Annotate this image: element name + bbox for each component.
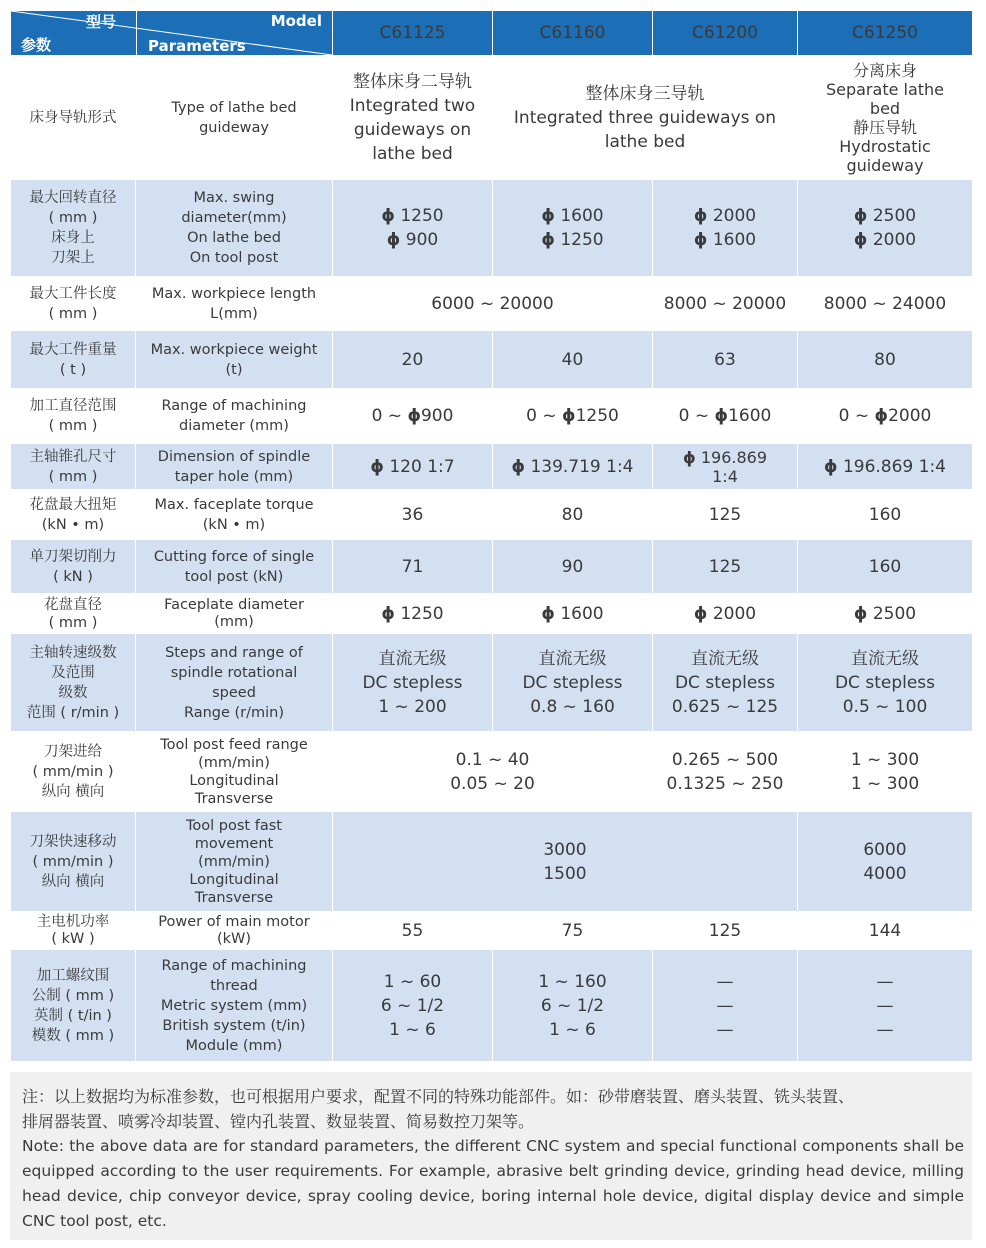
phi-symbol: ϕ xyxy=(541,230,555,250)
text-line: 整体床身二导轨 xyxy=(353,71,472,92)
text-line: 刀架上 xyxy=(51,250,95,266)
text-line: DC stepless xyxy=(834,672,936,693)
value-c61160 xyxy=(493,180,653,277)
model-zh-label: 型号 xyxy=(86,13,117,31)
value-c61250: 160 xyxy=(798,490,973,540)
value-c61160 xyxy=(493,950,653,1062)
value: 900 xyxy=(420,406,454,426)
text-line: 加工螺纹围 xyxy=(36,967,110,984)
value-c61200: 8000 ~ 20000 xyxy=(653,277,798,331)
text-line: bed xyxy=(869,98,901,118)
value: 0.5 ~ 100 xyxy=(842,696,928,717)
text-line: 整体床身三导轨 xyxy=(585,83,705,104)
param-zh xyxy=(11,389,136,444)
value-prefix: 0 ~ xyxy=(371,406,408,426)
value-c61250 xyxy=(798,732,973,812)
text-line: 主轴锥孔尺寸 xyxy=(29,448,117,465)
value-c61160: 75 xyxy=(493,912,653,950)
phi-symbol: ϕ xyxy=(370,456,384,477)
value-c61125 xyxy=(333,594,493,634)
text-line: Max. workpiece weight xyxy=(150,341,318,358)
row-machining-diameter xyxy=(11,389,973,444)
value: 6 ~ 1/2 xyxy=(540,995,605,1016)
text-line: Max. faceplate torque xyxy=(154,496,314,513)
text-line: ( mm/min ) xyxy=(32,763,114,780)
phi-symbol: ϕ xyxy=(407,406,421,426)
value: 3000 xyxy=(543,839,587,860)
value-c61125: 20 xyxy=(333,331,493,389)
text-line: 纵向 横向 xyxy=(41,783,105,800)
text-line: Max. swing xyxy=(193,190,275,206)
param-zh xyxy=(11,277,136,331)
text-line: Module (mm) xyxy=(185,1037,283,1054)
phi-symbol: ϕ xyxy=(562,406,576,426)
value: 0.05 ~ 20 xyxy=(450,773,535,794)
spec-sheet xyxy=(10,10,972,1230)
text-line: 范围 ( r/min ) xyxy=(26,704,120,721)
text-line: 模数 ( mm ) xyxy=(31,1027,115,1044)
param-zh xyxy=(11,56,136,180)
text-line: 纵向 横向 xyxy=(41,873,105,890)
value-c61160 xyxy=(493,389,653,444)
value: 120 1:7 xyxy=(389,456,455,477)
text-line: (kN • m) xyxy=(41,516,105,533)
text-line: diameter (mm) xyxy=(179,418,289,434)
text-line: taper hole (mm) xyxy=(174,468,294,485)
row-main-motor-power xyxy=(11,912,973,950)
value-c61200 xyxy=(653,180,798,277)
text-line: 刀架进给 xyxy=(44,743,102,760)
value-c61125: 71 xyxy=(333,540,493,594)
row-tool-feed xyxy=(11,732,973,812)
phi-symbol: ϕ xyxy=(511,456,526,477)
text-line: 花盘直径 xyxy=(44,596,102,613)
value-c61125 xyxy=(333,180,493,277)
text-line: diameter(mm) xyxy=(181,210,287,226)
row-length xyxy=(11,277,973,331)
param-zh xyxy=(11,634,136,732)
value-c61125-c61160: 6000 ~ 20000 xyxy=(333,277,653,331)
text-line: 主轴转速级数 xyxy=(29,644,117,661)
param-en xyxy=(136,277,333,331)
text-line: 直流无级 xyxy=(378,648,447,669)
param-zh xyxy=(11,444,136,490)
text-line: (t) xyxy=(225,361,243,378)
phi-symbol: ϕ xyxy=(682,447,696,467)
text-line: 最大回转直径 xyxy=(29,190,117,206)
note-en: Note: the above data are for standard parameters, the different CNC system and special functional components shall be equipped according to the user requirements. For example, abrasive belt grinding device, grinding head device, milling head device, chip conveyor device, spray cooling device, boring internal hole device, digital display device and simple CNC tool post, etc. xyxy=(22,1137,964,1230)
param-zh-label: 参数 xyxy=(21,36,52,54)
value-c61160: 40 xyxy=(493,331,653,389)
phi-symbol: ϕ xyxy=(693,206,708,226)
phi-symbol: ϕ xyxy=(853,206,868,226)
value-c61160-c61200 xyxy=(493,56,798,180)
param-zh xyxy=(11,594,136,634)
value: 1:4 xyxy=(712,466,738,486)
value-c61250 xyxy=(798,389,973,444)
param-zh xyxy=(11,540,136,594)
param-en xyxy=(136,490,333,540)
phi-symbol: ϕ xyxy=(853,603,868,624)
corner-divider xyxy=(136,11,137,55)
value: 196.869 xyxy=(700,447,767,467)
value: 1250 xyxy=(400,603,444,624)
text-line: Range (r/min) xyxy=(183,704,285,721)
phi-symbol: ϕ xyxy=(874,406,889,426)
param-en xyxy=(136,331,333,389)
text-line: 床身导轨形式 xyxy=(29,109,117,126)
value-c61125 xyxy=(333,56,493,180)
value: 0.1325 ~ 250 xyxy=(666,773,784,794)
text-line: 及范围 xyxy=(51,664,95,681)
value: — xyxy=(876,1019,894,1040)
text-line: 静压导轨 xyxy=(852,117,917,137)
param-zh xyxy=(11,490,136,540)
text-line: Separate lathe xyxy=(825,79,945,99)
value-c61200 xyxy=(653,594,798,634)
row-guideway xyxy=(11,56,973,180)
value-c61125-c61160 xyxy=(333,732,653,812)
param-zh xyxy=(11,812,136,912)
text-line: 公制 ( mm ) xyxy=(31,987,115,1004)
text-line: speed xyxy=(212,684,256,701)
value: 0.8 ~ 160 xyxy=(530,696,615,717)
phi-symbol: ϕ xyxy=(693,230,708,250)
text-line: tool post (kN) xyxy=(184,568,284,585)
row-swing xyxy=(11,180,973,277)
corner-header xyxy=(11,11,333,56)
text-line: Range of machining xyxy=(161,957,307,974)
value: 0.1 ~ 40 xyxy=(455,749,530,770)
param-en xyxy=(136,389,333,444)
text-line: Dimension of spindle xyxy=(157,448,311,465)
row-faceplate xyxy=(11,594,973,634)
text-line: ( t ) xyxy=(59,361,87,378)
text-line: ( mm/min ) xyxy=(32,853,114,870)
value-c61200: 63 xyxy=(653,331,798,389)
text-line: 主电机功率 xyxy=(36,913,110,930)
text-line: ( mm ) xyxy=(48,468,98,485)
value: — xyxy=(876,971,894,992)
text-line: L(mm) xyxy=(210,305,258,322)
header-row xyxy=(11,11,973,56)
value: 2000 xyxy=(872,230,917,250)
value: 2000 xyxy=(888,406,932,426)
row-spindle-speed xyxy=(11,634,973,732)
text-line: Steps and range of xyxy=(165,644,303,661)
text-line: 加工直径范围 xyxy=(29,398,117,414)
value: 1250 xyxy=(560,230,604,250)
text-line: On tool post xyxy=(189,250,279,266)
text-line: DC stepless xyxy=(362,672,463,693)
param-zh xyxy=(11,950,136,1062)
value: 2000 xyxy=(712,603,757,624)
row-rapid-movement xyxy=(11,812,973,912)
value-c61250: 8000 ~ 24000 xyxy=(798,277,973,331)
value-c61160 xyxy=(493,594,653,634)
value-c61250 xyxy=(798,56,973,180)
value: 1 ~ 300 xyxy=(850,749,920,770)
value-c61250: 80 xyxy=(798,331,973,389)
value-c61160: 90 xyxy=(493,540,653,594)
value: 1 ~ 160 xyxy=(538,971,607,992)
text-line: On lathe bed xyxy=(187,230,281,246)
value: — xyxy=(876,995,894,1016)
value-c61125 xyxy=(333,634,493,732)
text-line: 分离床身 xyxy=(852,60,917,80)
text-line: ( mm ) xyxy=(48,210,98,226)
value-c61200 xyxy=(653,444,798,490)
text-line: ( mm ) xyxy=(48,614,98,631)
text-line: Longitudinal xyxy=(189,871,279,888)
value-c61250: 160 xyxy=(798,540,973,594)
value: 1500 xyxy=(543,863,587,884)
text-line: 床身上 xyxy=(51,230,95,246)
text-line: ( kN ) xyxy=(53,568,93,585)
value-c61200: 125 xyxy=(653,490,798,540)
value-c61200 xyxy=(653,950,798,1062)
value-prefix: 0 ~ xyxy=(526,406,563,426)
value: 6000 xyxy=(863,839,907,860)
value: 0.265 ~ 500 xyxy=(671,749,779,770)
value-prefix: 0 ~ xyxy=(678,406,715,426)
note-zh-line-2: 排屑器装置、喷雾冷却装置、镗内孔装置、数显装置、简易数控刀架等。 xyxy=(22,1112,535,1131)
text-line: 直流无级 xyxy=(691,648,759,669)
row-taper xyxy=(11,444,973,490)
text-line: movement xyxy=(194,835,274,852)
value-prefix: 0 ~ xyxy=(838,406,875,426)
model-header-c61125: C61125 xyxy=(333,11,493,56)
phi-symbol: ϕ xyxy=(386,230,401,250)
row-torque xyxy=(11,490,973,540)
value-c61125-c61200 xyxy=(333,812,798,912)
value-c61250 xyxy=(798,180,973,277)
value: 1600 xyxy=(560,603,604,624)
phi-symbol: ϕ xyxy=(693,603,708,624)
model-header-c61160: C61160 xyxy=(493,11,653,56)
value-c61250 xyxy=(798,812,973,912)
value: 2500 xyxy=(872,603,917,624)
text-line: Transverse xyxy=(194,790,274,807)
footnote xyxy=(10,1072,972,1240)
param-en xyxy=(136,444,333,490)
value-c61200 xyxy=(653,634,798,732)
value: 2000 xyxy=(712,206,757,226)
phi-symbol: ϕ xyxy=(381,206,395,226)
param-zh xyxy=(11,732,136,812)
param-en xyxy=(136,56,333,180)
value-c61200 xyxy=(653,732,798,812)
phi-symbol: ϕ xyxy=(381,603,395,624)
text-line: 直流无级 xyxy=(851,648,919,669)
text-line: Metric system (mm) xyxy=(160,997,308,1014)
text-line: ( mm ) xyxy=(48,418,98,434)
value: 4000 xyxy=(863,863,907,884)
text-line: 单刀架切削力 xyxy=(29,548,117,565)
phi-symbol: ϕ xyxy=(714,406,729,426)
value-c61200: 125 xyxy=(653,912,798,950)
text-line: 英制 ( t/in ) xyxy=(34,1007,112,1024)
text-line: 刀架快速移动 xyxy=(29,833,117,850)
text-line: Cutting force of single xyxy=(153,548,315,565)
param-zh xyxy=(11,331,136,389)
value-c61160: 80 xyxy=(493,490,653,540)
text-line: Hydrostatic xyxy=(839,136,931,156)
text-line: Tool post fast xyxy=(186,817,282,834)
text-line: Type of lathe bed xyxy=(171,99,297,116)
text-line: guideway xyxy=(846,155,924,175)
text-line: 最大工件重量 xyxy=(29,341,117,358)
param-en xyxy=(136,634,333,732)
text-line: Max. workpiece length xyxy=(151,285,317,302)
value: 139.719 1:4 xyxy=(530,456,634,477)
value-c61200: 125 xyxy=(653,540,798,594)
value: 0.625 ~ 125 xyxy=(671,696,779,717)
row-cutting-force xyxy=(11,540,973,594)
text-line: spindle rotational xyxy=(170,664,298,681)
text-line: DC stepless xyxy=(674,672,776,693)
param-en xyxy=(136,912,333,950)
value-c61200 xyxy=(653,389,798,444)
value-c61250 xyxy=(798,950,973,1062)
model-header-c61250: C61250 xyxy=(798,11,973,56)
value-c61250 xyxy=(798,634,973,732)
value: 1 ~ 300 xyxy=(850,773,920,794)
text-line: Power of main motor xyxy=(158,913,310,930)
value: — xyxy=(716,971,734,992)
text-line: Tool post feed range xyxy=(160,736,308,753)
model-en-label: Model xyxy=(270,12,322,30)
text-line: British system (t/in) xyxy=(162,1017,306,1034)
value: 1 ~ 60 xyxy=(383,971,442,992)
param-en xyxy=(136,950,333,1062)
text-line: ( kW ) xyxy=(51,930,95,947)
note-zh-line-1: 注：以上数据均为标准参数，也可根据用户要求，配置不同的特殊功能部件。如：砂带磨装置、磨头装置、铣头装置、 xyxy=(22,1087,855,1106)
value-c61250 xyxy=(798,444,973,490)
value: — xyxy=(716,1019,734,1040)
phi-symbol: ϕ xyxy=(823,456,838,477)
value: 196.869 1:4 xyxy=(842,456,946,477)
value: — xyxy=(716,995,734,1016)
text-line: (kN • m) xyxy=(202,516,266,533)
param-zh xyxy=(11,180,136,277)
text-line: lathe bed xyxy=(604,131,686,152)
param-en xyxy=(136,180,333,277)
text-line: (mm) xyxy=(214,613,254,630)
value: 1 ~ 200 xyxy=(378,696,447,717)
text-line: Faceplate diameter xyxy=(164,596,304,613)
row-weight xyxy=(11,331,973,389)
value: 2500 xyxy=(872,206,917,226)
value: 1250 xyxy=(575,406,619,426)
text-line: 花盘最大扭矩 xyxy=(29,496,117,513)
param-en xyxy=(136,594,333,634)
param-en xyxy=(136,540,333,594)
value: 1600 xyxy=(728,406,772,426)
text-line: guideways on xyxy=(353,119,472,140)
value: 900 xyxy=(405,230,439,250)
text-line: lathe bed xyxy=(372,143,453,164)
value-c61125 xyxy=(333,389,493,444)
text-line: (kW) xyxy=(216,930,252,947)
value-c61160 xyxy=(493,444,653,490)
text-line: Integrated two xyxy=(349,95,476,116)
param-en-label: Parameters xyxy=(148,37,246,55)
text-line: 最大工件长度 xyxy=(29,285,117,302)
phi-symbol: ϕ xyxy=(853,230,868,250)
text-line: DC stepless xyxy=(522,672,623,693)
value-c61160 xyxy=(493,634,653,732)
value: 1 ~ 6 xyxy=(549,1019,596,1040)
param-zh xyxy=(11,912,136,950)
text-line: thread xyxy=(210,977,258,994)
value-c61125: 55 xyxy=(333,912,493,950)
param-en xyxy=(136,732,333,812)
value-c61125 xyxy=(333,444,493,490)
value: 1250 xyxy=(400,206,444,226)
text-line: guideway xyxy=(199,119,269,136)
phi-symbol: ϕ xyxy=(541,206,555,226)
text-line: Range of machining xyxy=(161,398,307,414)
value: 6 ~ 1/2 xyxy=(380,995,445,1016)
text-line: 级数 xyxy=(58,684,88,701)
spec-table xyxy=(10,10,973,1062)
text-line: Integrated three guideways on xyxy=(513,107,777,128)
row-thread-range xyxy=(11,950,973,1062)
text-line: (mm/min) xyxy=(198,853,270,870)
text-line: Longitudinal xyxy=(189,772,279,789)
model-header-c61200: C61200 xyxy=(653,11,798,56)
value: 1600 xyxy=(560,206,604,226)
param-en xyxy=(136,812,333,912)
text-line: (mm/min) xyxy=(198,754,270,771)
value: 1600 xyxy=(712,230,757,250)
value-c61250: 144 xyxy=(798,912,973,950)
value-c61125 xyxy=(333,950,493,1062)
value-c61250 xyxy=(798,594,973,634)
value: 1 ~ 6 xyxy=(389,1019,436,1040)
phi-symbol: ϕ xyxy=(541,603,555,624)
text-line: Transverse xyxy=(194,889,274,906)
value-c61125: 36 xyxy=(333,490,493,540)
text-line: 直流无级 xyxy=(538,648,607,669)
text-line: ( mm ) xyxy=(48,305,98,322)
